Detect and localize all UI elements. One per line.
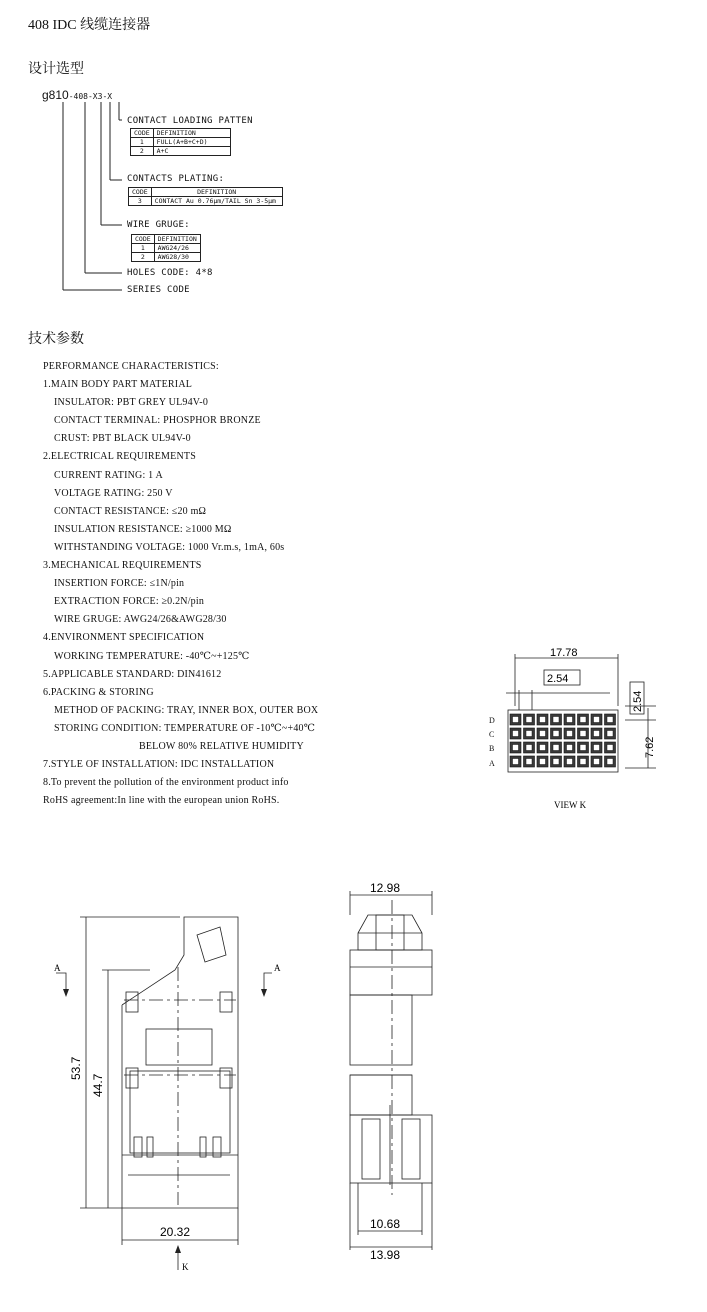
loading-header-def: DEFINITION bbox=[153, 129, 230, 138]
side-view-drawing bbox=[340, 875, 445, 1270]
contact-hole bbox=[567, 731, 573, 737]
contact-hole bbox=[526, 731, 532, 737]
row-label: A bbox=[489, 759, 495, 768]
row-label: D bbox=[489, 716, 495, 725]
row-label: C bbox=[489, 730, 495, 739]
spec-line: 4.ENVIRONMENT SPECIFICATION bbox=[43, 632, 205, 644]
part-number-seg1: -408- bbox=[68, 92, 93, 101]
dim-17-78: 17.78 bbox=[550, 647, 578, 659]
contact-hole bbox=[567, 745, 573, 751]
contact-hole bbox=[594, 759, 600, 765]
spec-line: PERFORMANCE CHARACTERISTICS: bbox=[43, 361, 219, 372]
wire-label: WIRE GRUGE: bbox=[127, 220, 190, 230]
plating-header-code: CODE bbox=[129, 188, 152, 197]
contact-hole bbox=[607, 759, 613, 765]
front-view-drawing bbox=[50, 905, 300, 1275]
dim-2-54-vertical: 2.54 bbox=[632, 690, 644, 712]
spec-line: 5.APPLICABLE STANDARD: DIN41612 bbox=[43, 668, 222, 680]
contact-hole bbox=[580, 759, 586, 765]
wire-row-def: AWG24/26 bbox=[154, 244, 200, 253]
wire-header-code: CODE bbox=[132, 235, 155, 244]
contact-hole bbox=[513, 731, 519, 737]
contact-hole bbox=[526, 745, 532, 751]
loading-header-code: CODE bbox=[131, 129, 154, 138]
plating-label: CONTACTS PLATING: bbox=[127, 174, 225, 184]
contact-hole bbox=[513, 717, 519, 723]
spec-line: CURRENT RATING: 1 A bbox=[54, 469, 163, 481]
wire-header-def: DEFINITION bbox=[154, 235, 200, 244]
contact-hole bbox=[540, 745, 546, 751]
spec-line: BELOW 80% RELATIVE HUMIDITY bbox=[139, 740, 304, 752]
spec-line: 7.STYLE OF INSTALLATION: IDC INSTALLATION bbox=[43, 759, 275, 771]
spec-line: EXTRACTION FORCE: ≥0.2N/pin bbox=[54, 596, 205, 608]
contact-hole bbox=[607, 717, 613, 723]
wire-table bbox=[131, 234, 201, 262]
contact-hole bbox=[526, 717, 532, 723]
spec-line: WITHSTANDING VOLTAGE: 1000 Vr.m.s, 1mA, 60s bbox=[54, 541, 285, 553]
dim-20-32: 20.32 bbox=[160, 1225, 191, 1239]
dim-2-54: 2.54 bbox=[547, 673, 569, 685]
plating-table bbox=[128, 187, 283, 206]
plating-row-code: 3 bbox=[129, 197, 152, 206]
contact-hole bbox=[540, 731, 546, 737]
spec-line: METHOD OF PACKING: TRAY, INNER BOX, OUTER BOX bbox=[54, 704, 319, 716]
spec-line: 3.MECHANICAL REQUIREMENTS bbox=[43, 560, 202, 572]
contact-hole bbox=[540, 717, 546, 723]
row-label: B bbox=[489, 744, 495, 753]
loading-row-def: FULL(A+B+C+D) bbox=[153, 138, 230, 147]
section-mark-right: A bbox=[274, 963, 281, 973]
dim-12-98: 12.98 bbox=[370, 881, 401, 895]
section-mark-left: A bbox=[54, 963, 61, 973]
view-mark-k: K bbox=[182, 1262, 189, 1272]
leader-lines bbox=[0, 0, 707, 320]
contact-hole bbox=[553, 717, 559, 723]
spec-line: RoHS agreement:In line with the european union RoHS. bbox=[43, 795, 280, 807]
spec-list bbox=[43, 358, 318, 810]
contact-hole bbox=[607, 731, 613, 737]
view-k-drawing bbox=[488, 640, 663, 815]
contact-hole bbox=[553, 745, 559, 751]
dim-53-7: 53.7 bbox=[69, 1056, 83, 1080]
wire-row-code: 2 bbox=[132, 253, 155, 262]
view-k-pin-grid bbox=[510, 714, 616, 767]
contact-hole bbox=[513, 759, 519, 765]
spec-line: 1.MAIN BODY PART MATERIAL bbox=[43, 379, 193, 391]
page-title: 408 IDC 线缆连接器 bbox=[28, 18, 151, 33]
spec-line: CRUST: PBT BLACK UL94V-0 bbox=[54, 433, 191, 445]
loading-table bbox=[130, 128, 231, 156]
contact-hole bbox=[553, 731, 559, 737]
selection-heading: 设计选型 bbox=[28, 62, 84, 77]
view-k-caption: VIEW K bbox=[554, 800, 587, 810]
spec-line: INSERTION FORCE: ≤1N/pin bbox=[54, 578, 185, 590]
plating-row-def: CONTACT Au 0.76μm/TAIL Sn 3-5μm bbox=[151, 197, 282, 206]
dim-10-68: 10.68 bbox=[370, 1217, 401, 1231]
spec-line: VOLTAGE RATING: 250 V bbox=[54, 487, 173, 499]
contact-hole bbox=[580, 745, 586, 751]
contact-hole bbox=[580, 731, 586, 737]
contact-hole bbox=[513, 745, 519, 751]
dim-7-62: 7.62 bbox=[644, 736, 656, 758]
spec-line: 6.PACKING & STORING bbox=[43, 686, 154, 698]
spec-line: STORING CONDITION: TEMPERATURE OF -10℃~+40℃ bbox=[54, 722, 316, 734]
spec-line: 8.To prevent the pollution of the environment product info bbox=[43, 777, 289, 789]
spec-line: INSULATOR: PBT GREY UL94V-0 bbox=[54, 397, 209, 409]
spec-line: INSULATION RESISTANCE: ≥1000 MΩ bbox=[54, 523, 232, 535]
contact-hole bbox=[594, 717, 600, 723]
spec-line: WORKING TEMPERATURE: -40℃~+125℃ bbox=[54, 650, 250, 662]
part-number-base: g810 bbox=[42, 88, 69, 102]
wire-row-code: 1 bbox=[132, 244, 155, 253]
spec-line: CONTACT RESISTANCE: ≤20 mΩ bbox=[54, 505, 207, 517]
contact-hole bbox=[553, 759, 559, 765]
part-number-seg3: -X bbox=[102, 92, 113, 101]
dim-13-98: 13.98 bbox=[370, 1248, 401, 1262]
holes-label: HOLES CODE: 4*8 bbox=[127, 268, 213, 278]
spec-line: CONTACT TERMINAL: PHOSPHOR BRONZE bbox=[54, 415, 261, 427]
contact-hole bbox=[607, 745, 613, 751]
series-label: SERIES CODE bbox=[127, 285, 190, 295]
loading-row-def: A+C bbox=[153, 147, 230, 156]
spec-line: WIRE GRUGE: AWG24/26&AWG28/30 bbox=[54, 614, 227, 626]
part-number-seg2: X3 bbox=[92, 92, 103, 101]
plating-header-def: DEFINITION bbox=[151, 188, 282, 197]
contact-hole bbox=[567, 759, 573, 765]
contact-hole bbox=[540, 759, 546, 765]
wire-row-def: AWG28/30 bbox=[154, 253, 200, 262]
contact-hole bbox=[526, 759, 532, 765]
contact-hole bbox=[594, 731, 600, 737]
loading-row-code: 2 bbox=[131, 147, 154, 156]
loading-label: CONTACT LOADING PATTEN bbox=[127, 116, 253, 126]
contact-hole bbox=[580, 717, 586, 723]
dim-44-7: 44.7 bbox=[91, 1073, 105, 1097]
tech-heading: 技术参数 bbox=[28, 332, 84, 347]
contact-hole bbox=[567, 717, 573, 723]
contact-hole bbox=[594, 745, 600, 751]
loading-row-code: 1 bbox=[131, 138, 154, 147]
spec-line: 2.ELECTRICAL REQUIREMENTS bbox=[43, 451, 196, 463]
